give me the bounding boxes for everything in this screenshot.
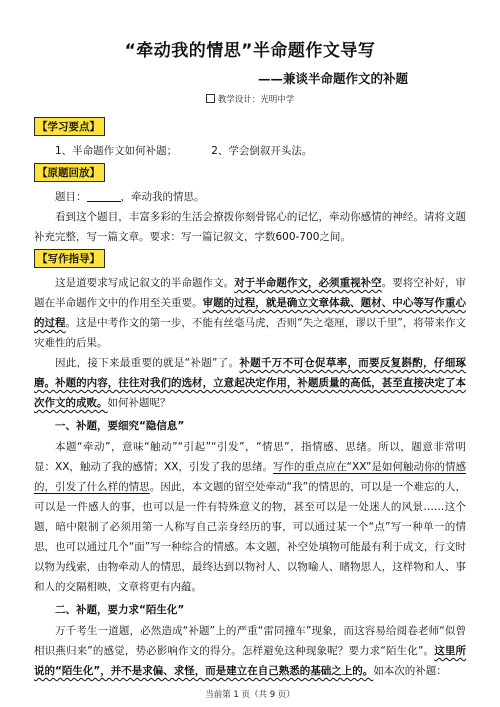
paragraph-2 xyxy=(34,353,466,413)
para2-text-b: 如何补题呢？ xyxy=(107,397,171,409)
document-title: “牵动我的情思”半命题作文导写 xyxy=(124,41,376,61)
para3-text-a: 本题“牵动”，意味“触动”“引起”“引发”，“情思”，指情感、思绪。所以，题意非常明显：XX，触动了我的感情；XX，引发了我的思绪。 xyxy=(34,441,466,473)
para1-text-c: 。这是中考作文的第一步，不能有丝毫马虎，否则“失之毫厘，谬以千里”，将带来作文灾难性的后果。 xyxy=(34,317,466,349)
question-line xyxy=(34,187,466,207)
para4-text-b: 如本次的补题： xyxy=(373,665,447,677)
paragraph-4 xyxy=(34,621,466,681)
author-line xyxy=(34,93,466,105)
para1-emphasis-1: 对于半命题作文，必须重视补空 xyxy=(234,277,382,289)
checkbox-icon xyxy=(206,94,215,103)
para2-emphasis: 补题千万不可仓促草率，而要反复斟酌，仔细琢磨。补题的内容，往往对我们的选材，立意起决定作用，补题质量的高低，甚至直接决定了本次作文的成败。 xyxy=(34,357,467,409)
author-text: 教学设计：光明中学 xyxy=(217,95,295,105)
para1-text-a: 这是道要求写成记叙文的半命题作文。 xyxy=(55,277,235,289)
blank-line xyxy=(87,189,121,202)
document-subtitle: ——兼谈半命题作文的补题 xyxy=(257,71,408,86)
learning-points xyxy=(34,141,466,161)
section-label-points: 【学习要点】 xyxy=(34,117,105,136)
heading-1: 一、补题，要细究“隐信息” xyxy=(55,420,185,432)
para1-emphasis-2: 审题的过程，就是确立文章体裁、题材、中心等写作重心的过程 xyxy=(34,297,467,329)
page-footer: 当前第 1 页（共 9 页） xyxy=(205,690,295,700)
section-label-original: 【原题回放】 xyxy=(34,163,105,182)
paragraph-3 xyxy=(34,437,466,597)
paragraph-1 xyxy=(34,273,466,353)
para2-text-a: 因此，接下来最重要的就是“补题”了。 xyxy=(55,357,240,369)
para4-text-a: 万千考生一道题，必然造成“补题”上的严重“雷同撞车”现象，而这容易给阅卷老师“似曾相识燕归来”的感觉，势必影响作文的得分。怎样避免这种现象呢？要力求“陌生化”。 xyxy=(34,625,466,657)
para1-text-b: 。要将空补好，审题在半命题作文中的作用至关重要。 xyxy=(34,277,467,309)
learning-point-2: 2、学会倒叙开头法。 xyxy=(211,145,313,157)
learning-point-1: 1、半命题作文如何补题； xyxy=(55,145,178,157)
para4-emphasis: 这里所说的“陌生化”，并不是求偏、求怪，而是建立在自己熟悉的基础之上的。 xyxy=(34,645,467,677)
heading-2: 二、补题，要力求“陌生化” xyxy=(55,604,185,616)
para3-underlined: 写作的重点应在“XX”是如何触动你的情感的，引发了什么样的情思 xyxy=(34,461,466,493)
question-suffix: ，牵动我的情思。 xyxy=(120,191,205,203)
section-label-guide: 【写作指导】 xyxy=(34,249,105,268)
question-body: 看到这个题目，丰富多彩的生活会撩拨你刻骨铭心的记忆，牵动你感情的神经。请将文题补充完整，写一篇文章。要求：写一篇记叙文，字数600-700之间。 xyxy=(34,211,466,243)
para3-text-b: 。因此，本文题的留空处牵动“我”的情思的，可以是一个难忘的人，可以是一件感人的事，也可以是一件有特殊意义的物，甚至可以是一处迷人的风景……这个题，暗中限制了必须用第一人称写自己亲身经历的事，可以通过某一个“点”写一种单一的情思，也可以通过几个“面”写一种综合的情感。本文题，补空处填物可能最有利于成文，行文时以物为线索，由物牵动人的情思，最终达到以物衬人、以物喻人、睹物思人，这样物和人、事和人的交隔相映，文章将更有内蕴。 xyxy=(34,481,467,593)
question-prefix: 题目： xyxy=(55,191,87,203)
